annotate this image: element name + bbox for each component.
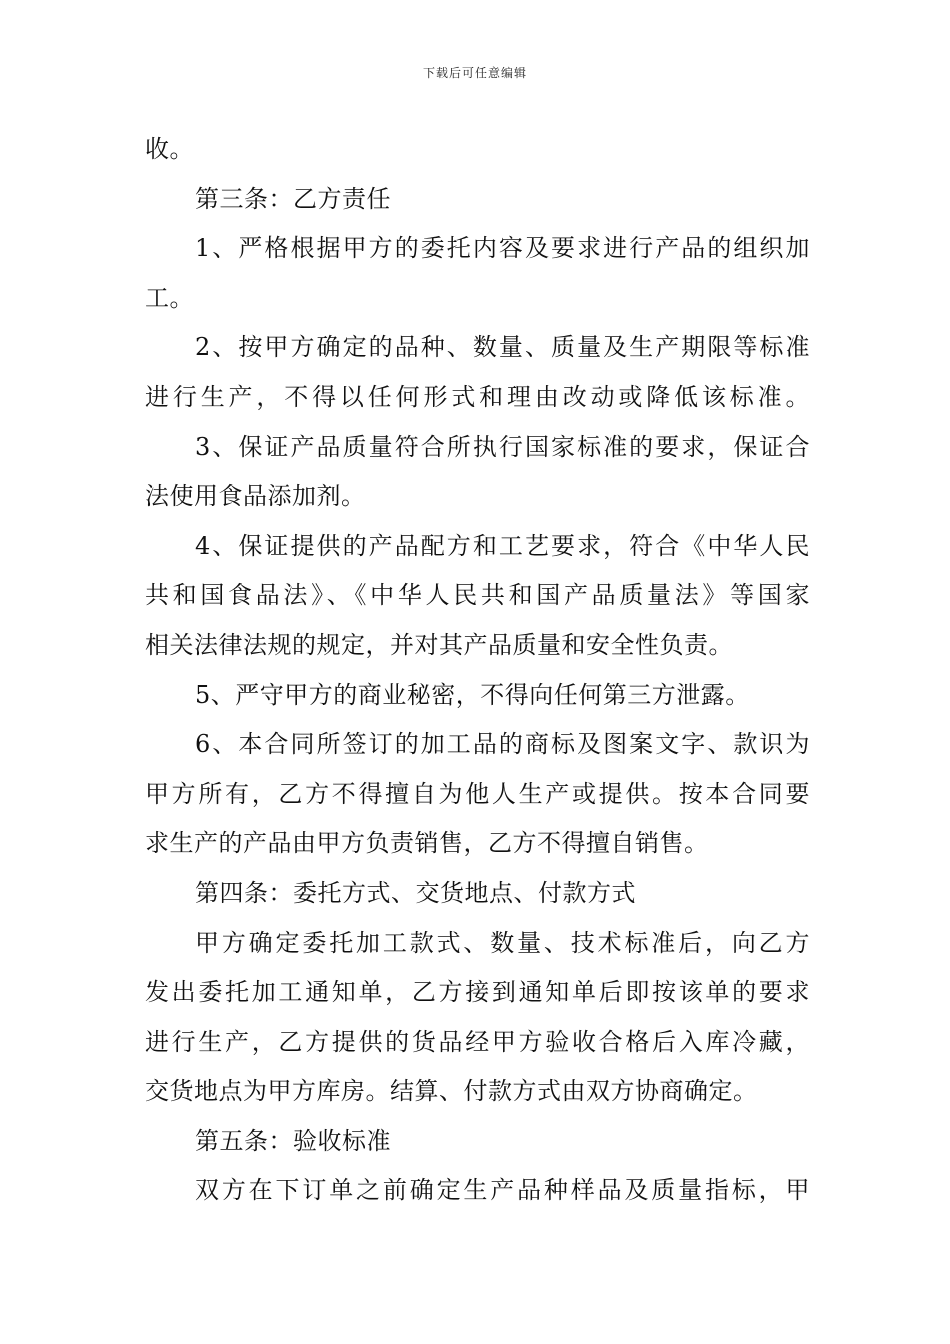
- text-line: 进行生产，不得以任何形式和理由改动或降低该标准。: [145, 382, 810, 411]
- document-body: [145, 125, 810, 1216]
- text-line: 1、严格根据甲方的委托内容及要求进行产品的组织加: [195, 234, 810, 263]
- section-heading-article-3: 第三条：乙方责任: [195, 184, 391, 213]
- section-heading-article-5: 第五条：验收标准: [195, 1126, 391, 1155]
- page-header: 下载后可任意编辑: [422, 66, 527, 80]
- text-line: 求生产的产品由甲方负责销售，乙方不得擅自销售。: [145, 829, 709, 858]
- text-line: 双方在下订单之前确定生产品种样品及质量指标，甲: [195, 1176, 810, 1205]
- text-line: 进行生产，乙方提供的货品经甲方验收合格后入库冷藏，: [145, 1027, 810, 1056]
- text-line: 发出委托加工通知单，乙方接到通知单后即按该单的要求: [145, 978, 810, 1007]
- text-line: 4、保证提供的产品配方和工艺要求，符合《中华人民: [195, 531, 810, 560]
- text-line: 甲方所有，乙方不得擅自为他人生产或提供。按本合同要: [145, 779, 810, 808]
- text-line: 相关法律法规的规定，并对其产品质量和安全性负责。: [145, 630, 733, 659]
- text-line: 6、本合同所签订的加工品的商标及图案文字、款识为: [195, 730, 810, 759]
- text-line: 收。: [145, 135, 194, 163]
- text-line: 2、按甲方确定的品种、数量、质量及生产期限等标准: [195, 333, 810, 362]
- text-line: 工。: [145, 283, 194, 312]
- text-line: 法使用食品添加剂。: [145, 482, 366, 511]
- text-line: 3、保证产品质量符合所执行国家标准的要求，保证合: [195, 432, 810, 461]
- section-heading-article-4: 第四条：委托方式、交货地点、付款方式: [195, 878, 636, 907]
- text-line: 交货地点为甲方库房。结算、付款方式由双方协商确定。: [145, 1077, 758, 1106]
- text-line: 共和国食品法》、《中华人民共和国产品质量法》等国家: [145, 581, 810, 610]
- text-line: 5、严守甲方的商业秘密，不得向任何第三方泄露。: [195, 680, 750, 709]
- text-line: 甲方确定委托加工款式、数量、技术标准后，向乙方: [195, 928, 810, 957]
